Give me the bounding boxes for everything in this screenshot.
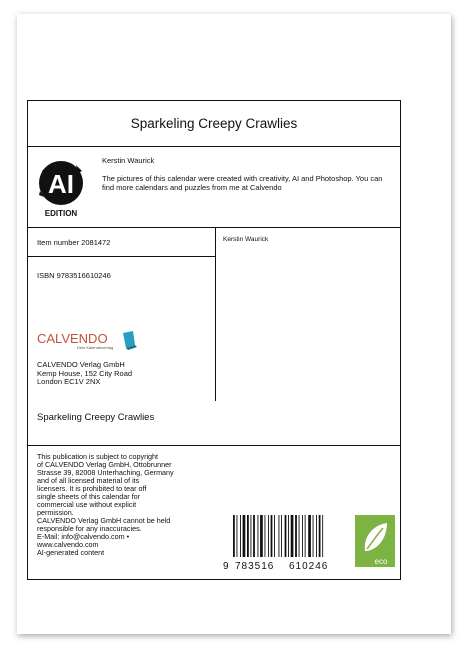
author-description: The pictures of this calendar were created with creativity, AI and Photoshop. You can find more calendars and puzzles from me at Calvendo (102, 174, 383, 192)
ai-edition-logo (36, 157, 86, 221)
legal-line: commercial use without explicit (37, 500, 137, 509)
author-row (28, 147, 400, 228)
legal-line: licensers. It is prohibited to tear off (37, 484, 147, 493)
legal-line: responsible for any inaccuracies. (37, 524, 142, 533)
eco-label: eco (374, 557, 388, 566)
eco-badge (355, 515, 395, 567)
publisher-line-2: Kemp House, 152 City Road (37, 368, 133, 378)
barcode-digits-group-2: 610246 (289, 561, 329, 571)
right-author-name: Kerstin Waurick (223, 236, 269, 243)
legal-line: This publication is subject to copyright (37, 452, 159, 461)
subtitle-row (28, 401, 400, 446)
item-number: Item number 2081472 (28, 228, 215, 257)
legal-line: permission. (37, 508, 74, 517)
legal-line: of CALVENDO Verlag GmbH, Ottobrunner (37, 460, 172, 469)
isbn-barcode (221, 513, 349, 571)
legal-line: E-Mail: info@calvendo.com • (37, 532, 130, 541)
publisher-line-3: London EC1V 2NX (37, 377, 101, 386)
legal-line: single sheets of this calendar for (37, 492, 141, 501)
legal-line: www.calvendo.com (37, 540, 99, 549)
publisher-address (37, 361, 132, 387)
right-column (216, 228, 400, 401)
author-name: Kerstin Waurick (102, 156, 155, 165)
isbn: ISBN 9783516610246 (37, 271, 111, 280)
barcode-digit-lead: 9 (223, 561, 229, 571)
legal-notice (37, 453, 205, 557)
calvendo-logo (37, 329, 147, 351)
calvendo-logo-tagline: Dein Kalenderverlag (77, 345, 114, 350)
legal-line: CALVENDO Verlag GmbH cannot be held (37, 516, 171, 525)
barcode-digits-group-1: 783516 (235, 561, 275, 571)
legal-line: AI-generated content (37, 548, 105, 557)
legal-line: and of all licensed material of its (37, 476, 140, 485)
ai-logo-letters: AI (48, 169, 74, 199)
calvendo-book-icon (123, 331, 135, 348)
publisher-line-1: CALVENDO Verlag GmbH (37, 360, 125, 369)
legal-line: Strasse 39, 82008 Unterhaching, Germany (37, 468, 174, 477)
ai-logo-label: EDITION (44, 209, 78, 218)
left-column (28, 228, 216, 401)
calendar-subtitle: Sparkeling Creepy Crawlies (37, 412, 155, 423)
title-row (28, 101, 400, 147)
info-frame (27, 100, 401, 580)
calvendo-logo-name: CALVENDO (37, 331, 108, 346)
calendar-title: Sparkeling Creepy Crawlies (130, 116, 298, 131)
